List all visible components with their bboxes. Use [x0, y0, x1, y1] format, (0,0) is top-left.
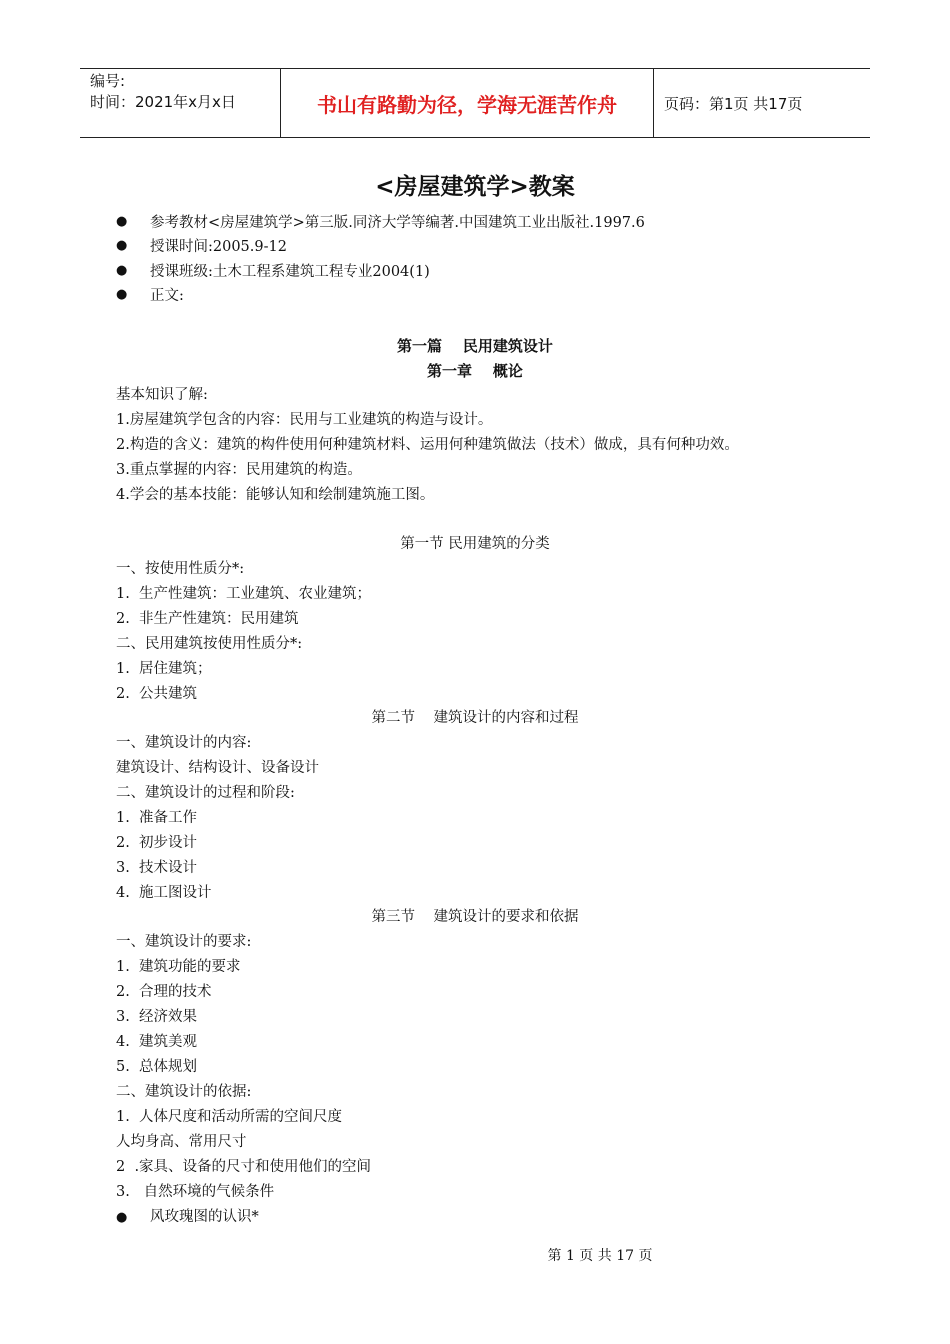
- text-line: 4. 建筑美观: [116, 1034, 198, 1050]
- text-line: 3. 经济效果: [116, 1009, 198, 1025]
- bullet-text: 参考教材<房屋建筑学>第三版.同济大学等编著.中国建筑工业出版社.1997.6: [150, 214, 645, 231]
- text-line: 1. 准备工作: [116, 810, 198, 826]
- text-line: 建筑设计、结构设计、设备设计: [116, 760, 319, 776]
- text-line: 4.学会的基本技能：能够认知和绘制建筑施工图。: [116, 487, 435, 503]
- bullet-dot-icon: ●: [116, 238, 128, 254]
- document-title: <房屋建筑学>教案: [375, 174, 575, 200]
- text-line: 1.房屋建筑学包含的内容：民用与工业建筑的构造与设计。: [116, 412, 493, 428]
- bullet-item: [116, 209, 836, 234]
- text-line: 一、建筑设计的要求:: [116, 934, 252, 950]
- section-3: [116, 905, 876, 1230]
- page-footer: [0, 1245, 950, 1265]
- text-line: 4. 施工图设计: [116, 885, 212, 901]
- section-heading: 第一节 民用建筑的分类: [400, 536, 550, 552]
- bullet-text: 授课时间:2005.9-12: [150, 239, 287, 256]
- chapter-title: 第一章 概论: [427, 362, 523, 380]
- text-line: 3.重点掌握的内容：民用建筑的构造。: [116, 462, 362, 478]
- text-line: 1. 建筑功能的要求: [116, 959, 241, 975]
- time-label: 时间：2021年x月x日: [90, 93, 236, 111]
- text-line: 一、按使用性质分*:: [116, 561, 245, 577]
- text-line: 一、建筑设计的内容:: [116, 735, 252, 751]
- bullet-dot-icon: ●: [116, 262, 128, 278]
- number-label: 编号:: [90, 72, 126, 90]
- header-motto: 书山有路勤为径，学海无涯苦作舟: [281, 69, 654, 137]
- section-heading: 第二节 建筑设计的内容和过程: [371, 710, 579, 726]
- text-line: 3. 技术设计: [116, 860, 198, 876]
- intro-block: [116, 383, 876, 508]
- text-line: 2.构造的含义：建筑的构件使用何种建筑材料、运用何种建筑做法（技术）做成，具有何种功效。: [116, 437, 739, 453]
- header-meta-cell: [80, 69, 281, 137]
- text-line: 2 .家具、设备的尺寸和使用他们的空间: [116, 1159, 372, 1175]
- text-line: 1. 人体尺度和活动所需的空间尺度: [116, 1109, 343, 1125]
- text-line: 二、建筑设计的过程和阶段:: [116, 785, 295, 801]
- bullet-dot-icon: ●: [116, 287, 128, 303]
- text-line: 人均身高、常用尺寸: [116, 1134, 247, 1150]
- text-line: 1. 居住建筑；: [116, 661, 212, 677]
- header-page-info: 页码：第1页 共17页: [664, 94, 803, 113]
- bullet-text: 正文:: [150, 288, 184, 305]
- bullet-item: [116, 258, 836, 283]
- text-line: 2. 公共建筑: [116, 686, 198, 702]
- text-line: 二、民用建筑按使用性质分*:: [116, 636, 303, 652]
- bullet-item: [116, 283, 836, 308]
- footer-page-number: 第 1 页 共 17 页: [547, 1248, 653, 1264]
- section-1: [116, 532, 876, 707]
- bullet-line: [116, 1205, 876, 1230]
- text-line: 2. 合理的技术: [116, 984, 212, 1000]
- part-title: 第一篇 民用建筑设计: [397, 337, 553, 355]
- text-line: 基本知识了解:: [116, 387, 208, 403]
- text-line: 二、建筑设计的依据:: [116, 1084, 252, 1100]
- text-line: 1. 生产性建筑：工业建筑、农业建筑；: [116, 586, 372, 602]
- text-line: 2. 初步设计: [116, 835, 198, 851]
- section-2: [116, 706, 876, 906]
- text-line: 5. 总体规划: [116, 1059, 198, 1075]
- bullet-item: [116, 234, 836, 259]
- bullet-text: 授课班级:土木工程系建筑工程专业2004(1): [150, 263, 430, 280]
- bullet-dot-icon: ●: [116, 1210, 128, 1225]
- info-bullet-list: [116, 209, 836, 307]
- bullet-dot-icon: ●: [116, 213, 128, 229]
- text-line: 3. 自然环境的气候条件: [116, 1184, 275, 1200]
- text-line: 2. 非生产性建筑：民用建筑: [116, 611, 299, 627]
- bullet-text: 风玫瑰图的认识*: [150, 1209, 259, 1225]
- header-table: [80, 68, 870, 138]
- section-heading: 第三节 建筑设计的要求和依据: [371, 909, 579, 925]
